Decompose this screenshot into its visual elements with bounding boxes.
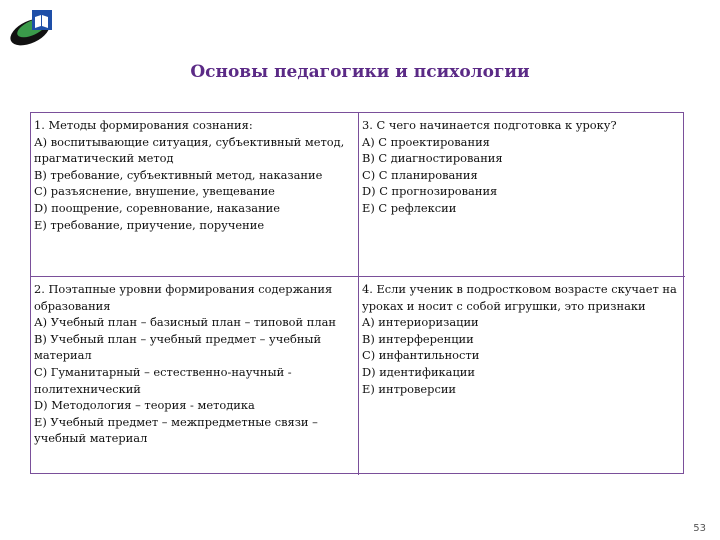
answer-option: C) инфантильности <box>362 348 480 363</box>
question-cell-2 <box>31 277 359 475</box>
answer-option: C) С планирования <box>362 167 478 182</box>
answer-option: D) идентификации <box>362 364 475 379</box>
logo <box>8 6 54 46</box>
answer-option: В) Учебный план – учебный предмет – учебный материал <box>34 331 322 363</box>
answer-option: А) воспитывающие ситуация, субъективный метод, прагматический метод <box>34 134 345 166</box>
answer-option: B) интерференции <box>362 331 474 346</box>
answer-option: B) С диагностирования <box>362 151 503 166</box>
answer-option: С) Гуманитарный – естественно-научный - политехнический <box>34 364 292 396</box>
question-text: 1. Методы формирования сознания: <box>34 118 253 132</box>
question-text: 4. Если ученик в подростковом возрасте скучает на уроках и носит с собой игрушки, это признаки <box>362 282 677 313</box>
answer-option: А) Учебный план – базисный план – типовой план <box>34 315 336 330</box>
answer-option: E) Учебный предмет – межпредметные связи – учебный материал <box>34 414 318 446</box>
question-text: 2. Поэтапные уровни формирования содержания образования <box>34 282 333 313</box>
answer-option: E) интроверсии <box>362 381 457 396</box>
answer-option: A) С проектирования <box>362 134 490 149</box>
book-logo-icon <box>8 6 54 46</box>
answer-option: E) требование, приучение, поручение <box>34 217 265 232</box>
answer-option: A) интериоризации <box>362 315 479 330</box>
question-cell-1 <box>31 113 359 277</box>
question-text: 3. С чего начинается подготовка к уроку? <box>362 118 617 132</box>
answer-option: E) С рефлексии <box>362 200 457 215</box>
page-number: 53 <box>693 523 706 534</box>
question-cell-3 <box>359 113 685 277</box>
answer-option: В) требование, субъективный метод, наказание <box>34 167 323 182</box>
answer-option: D) Методология – теория - методика <box>34 398 255 413</box>
answer-option: С) разъяснение, внушение, увещевание <box>34 184 275 199</box>
answer-option: D) С прогнозирования <box>362 184 498 199</box>
question-cell-4 <box>359 277 685 475</box>
question-table <box>30 112 684 474</box>
answer-option: D) поощрение, соревнование, наказание <box>34 200 281 215</box>
page-title: Основы педагогики и психологии <box>190 62 530 82</box>
